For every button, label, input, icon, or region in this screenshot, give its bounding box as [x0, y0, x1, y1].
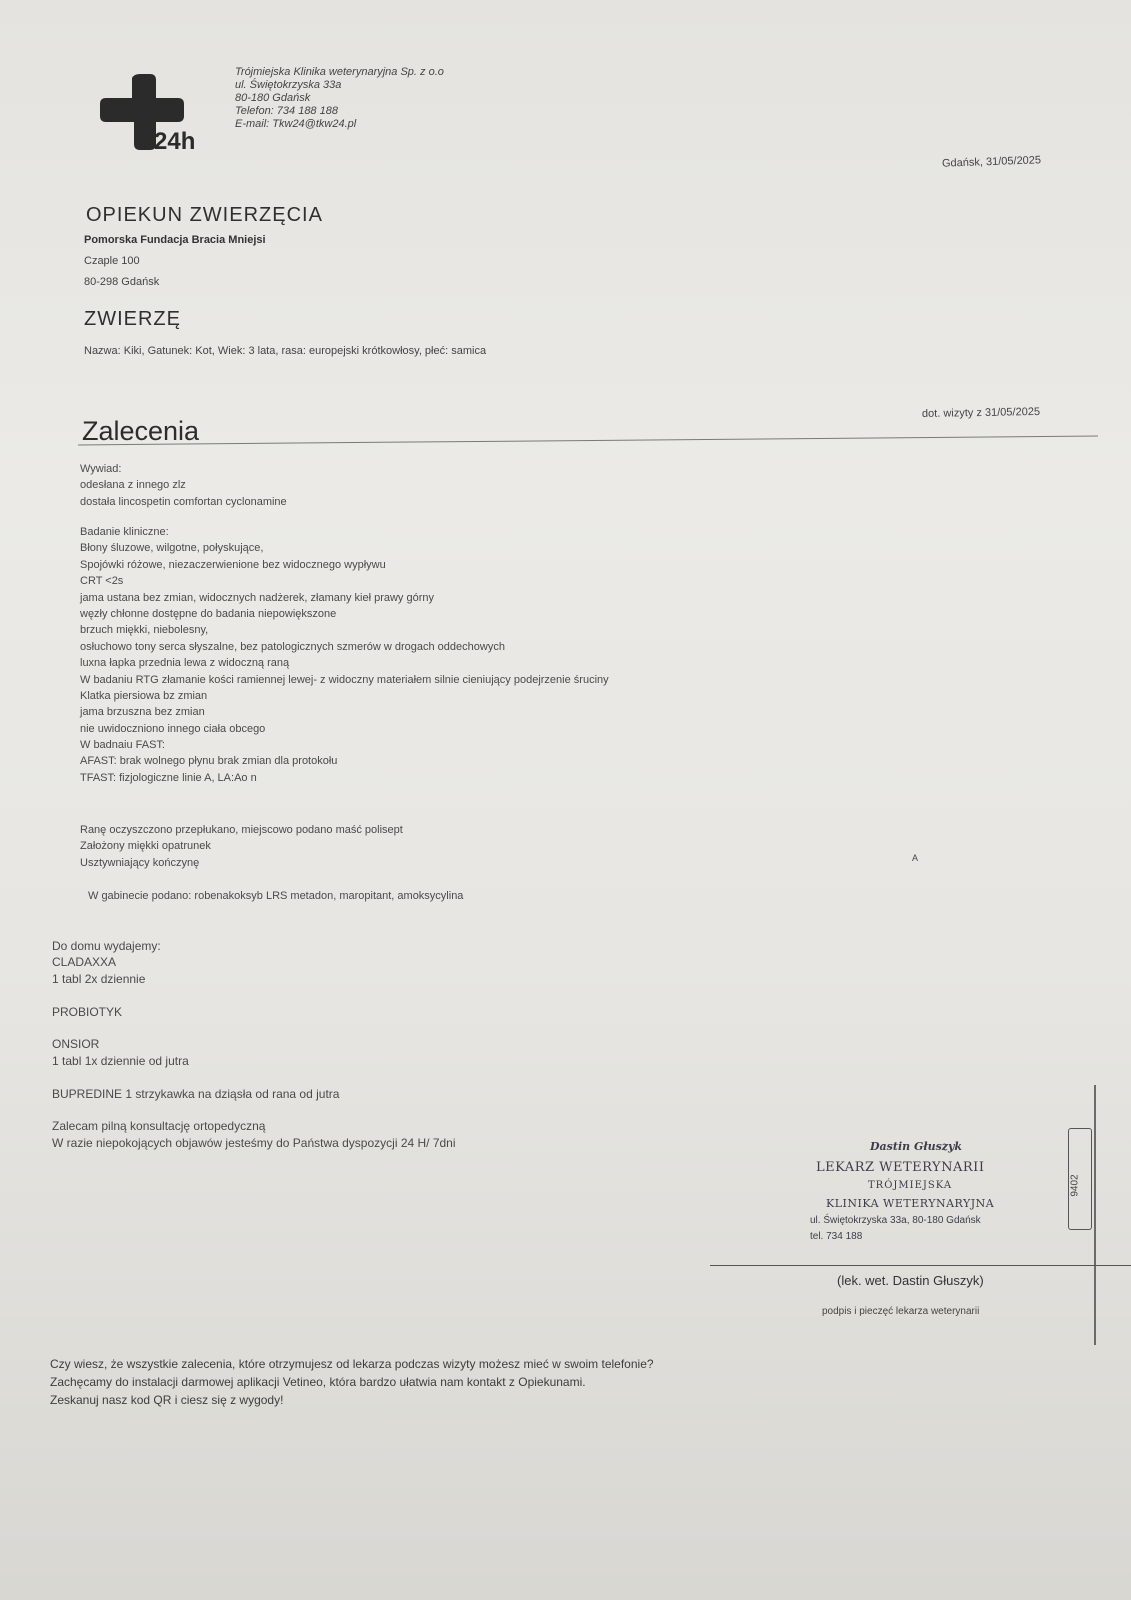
exam-line: jama brzuszna bez zmian [80, 706, 205, 719]
stamp-line: KLINIKA WETERYNARYJNA [826, 1197, 995, 1210]
clinic-email: E-mail: Tkw24@tkw24.pl [235, 118, 357, 130]
home-line [52, 1021, 456, 1037]
treatment-line: Usztywniający kończynę [80, 856, 200, 869]
exam-line: CRT <2s [80, 575, 124, 588]
footer [50, 1355, 654, 1409]
owner-name: Pomorska Fundacja Bracia Mniejsi [84, 234, 266, 246]
treatment-section [80, 823, 403, 872]
clinic-city: 80-180 Gdańsk [235, 92, 311, 104]
owner-heading: OPIEKUN ZWIERZĘCIA [86, 204, 323, 226]
stamp-number: 9402 [1069, 1174, 1081, 1197]
home-heading: Do domu wydajemy: [52, 939, 161, 953]
history-line: dostała lincospetin comfortan cyclonamine [80, 495, 287, 508]
exam-line: nie uwidoczniono innego ciała obcego [80, 722, 266, 735]
history-line: odesłana z innego zlz [80, 479, 186, 492]
clinic-logo [98, 72, 228, 162]
page-edge-line [1094, 1085, 1096, 1345]
footer-line: Zachęcamy do instalacji darmowej aplikacji Vetineo, która bardzo ułatwia nam kontakt z Opiekunami. [50, 1375, 586, 1389]
home-line: 1 tabl 1x dziennie od jutra [52, 1053, 189, 1068]
home-line: W razie niepokojących objawów jesteśmy do Państwa dyspozycji 24 H/ 7dni [52, 1135, 456, 1150]
place-date: Gdańsk, 31/05/2025 [941, 154, 1042, 170]
exam-line: luxna łapka przednia lewa z widoczną raną [80, 657, 290, 670]
exam-line: jama ustana bez zmian, widocznych nadżerek, złamany kieł prawy górny [80, 591, 434, 604]
home-line: ONSIOR [52, 1037, 100, 1052]
stamp-line: ul. Świętokrzyska 33a, 80-180 Gdańsk [810, 1215, 981, 1226]
home-medications-section [52, 939, 456, 1152]
handwritten-mark: A [912, 853, 919, 863]
signature-caption: podpis i pieczęć lekarza weterynarii [822, 1306, 980, 1317]
footer-line: Zeskanuj nasz kod QR i ciesz się z wygody! [50, 1393, 284, 1407]
exam-line: Badanie kliniczne: [80, 526, 169, 538]
stamp-line: tel. 734 188 [810, 1231, 863, 1242]
given-in-office: W gabinecie podano: robenakoksyb LRS metadon, maropitant, amoksycylina [88, 890, 464, 902]
doctor-name: (lek. wet. Dastin Głuszyk) [837, 1273, 984, 1288]
exam-line: osłuchowo tony serca słyszalne, bez patologicznych szmerów w drogach oddechowych [80, 640, 505, 653]
owner-details [84, 230, 266, 293]
exam-line: W badaniu RTG złamanie kości ramiennej lewej- z widoczny materiałem silnie cieniujący podejrzenie śruciny [80, 673, 609, 686]
footer-line: Czy wiesz, że wszystkie zalecenia, które otrzymujesz od lekarza podczas wizyty możesz mieć w swoim telefonie? [50, 1357, 654, 1371]
animal-heading: ZWIERZĘ [84, 308, 181, 330]
exam-line: Spojówki różowe, niezaczerwienione bez widocznego wypływu [80, 558, 386, 571]
recommendations-heading: Zalecenia [82, 416, 200, 446]
history-section [80, 462, 287, 511]
clinic-street: ul. Świętokrzyska 33a [235, 79, 342, 91]
owner-street: Czaple 100 [84, 255, 140, 267]
stamp-name: Dastin Głuszyk [870, 1140, 963, 1153]
exam-line: węzły chłonne dostępne do badania niepowiększone [80, 607, 337, 620]
animal-description: Nazwa: Kiki, Gatunek: Kot, Wiek: 3 lata, rasa: europejski krótkowłosy, płeć: samica [84, 345, 487, 357]
heading-divider [78, 436, 1098, 446]
exam-line: AFAST: brak wolnego płynu brak zmian dla protokołu [80, 755, 338, 768]
home-line: Zalecam pilną konsultację ortopedyczną [52, 1119, 266, 1134]
home-line [52, 1103, 456, 1119]
clinic-phone: Telefon: 734 188 188 [235, 105, 338, 117]
treatment-line: Ranę oczyszczono przepłukano, miejscowo podano maść polisept [80, 824, 403, 836]
home-line: BUPREDINE 1 strzykawka na dziąsła od rana od jutra [52, 1086, 340, 1101]
exam-line: Klatka piersiowa bz zmian [80, 689, 208, 702]
clinic-info [235, 66, 444, 131]
exam-section [80, 525, 609, 787]
exam-line: TFAST: fizjologiczne linie A, LA:Ao n [80, 771, 257, 784]
home-line: 1 tabl 2x dziennie [52, 971, 146, 986]
history-line: Wywiad: [80, 463, 122, 475]
visit-reference: dot. wizyty z 31/05/2025 [921, 405, 1041, 421]
home-line: CLADAXXA [52, 955, 117, 970]
logo-24h-text: 24h [154, 128, 196, 155]
exam-line: Błony śluzowe, wilgotne, połyskujące, [80, 542, 264, 555]
exam-line: brzuch miękki, niebolesny, [80, 624, 209, 637]
owner-city: 80-298 Gdańsk [84, 276, 160, 288]
vet-stamp [810, 1140, 1060, 1250]
stamp-line: TRÓJMIEJSKA [868, 1180, 953, 1191]
home-line [52, 1070, 456, 1086]
exam-line: W badnaiu FAST: [80, 739, 165, 752]
home-line: PROBIOTYK [52, 1004, 123, 1019]
clinic-name: Trójmiejska Klinika weterynaryjna Sp. z o.o [235, 66, 444, 78]
stamp-line: LEKARZ WETERYNARII [816, 1160, 985, 1175]
home-line [52, 988, 456, 1004]
treatment-line: Założony miękki opatrunek [80, 840, 211, 853]
signature-line [710, 1265, 1131, 1266]
